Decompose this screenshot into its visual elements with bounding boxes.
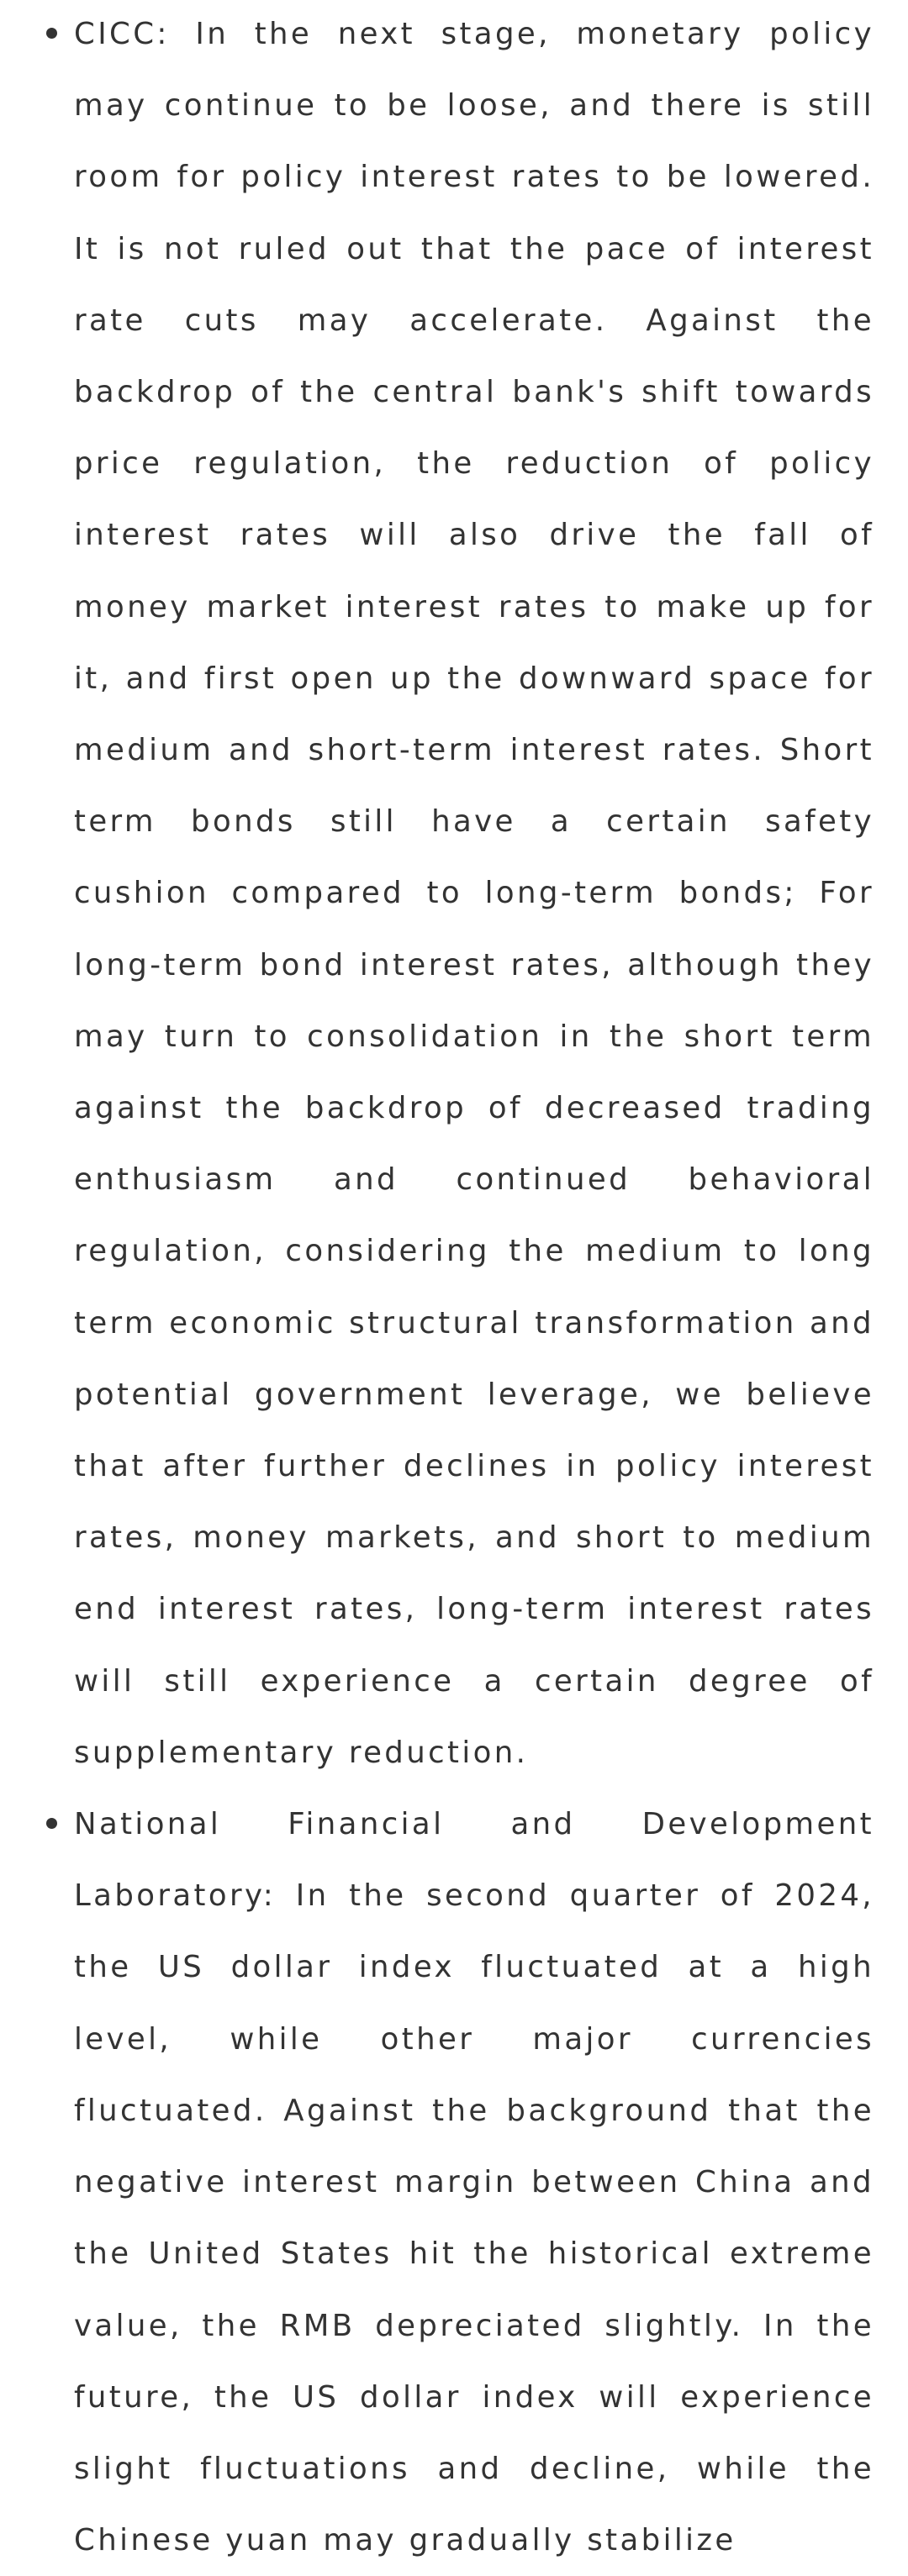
bullet-text-nfdl: National Financial and Development Laboratory: In the second quarter of 2024, the US dollar index fluctuated at a high level, while other major currencies fluctuated. Against the background that the negative interest margin between China and the United States hit the historical extreme value, the RMB depreciated slightly. In the future, the US dollar index will experience slight fluctuations and decline, while the Chinese yuan may gradually stabilize (74, 1807, 874, 2558)
bullet-dot-icon (46, 1818, 57, 1829)
bullet-dot-icon (46, 28, 57, 39)
list-item-nfdl (0, 1788, 874, 2576)
bullet-text-cicc: CICC: In the next stage, monetary policy may continue to be loose, and there is still room for policy interest rates to be lowered. It is not ruled out that the pace of interest rate cuts may accelerate. Against the backdrop of the central bank's shift towards price regulation, the reduction of policy interest rates will also drive the fall of money market interest rates to make up for it, and first open up the downward space for medium and short-term interest rates. Short term bonds still have a certain safety cushion compared to long-term bonds; For long-term bond interest rates, although they may turn to consolidation in the short term against the backdrop of decreased trading enthusiasm and continued behavioral regulation, considering the medium to long term economic structural transformation and potential government leverage, we believe that after further declines in policy interest rates, money markets, and short to medium end interest rates, long-term interest rates will still experience a certain degree of supplementary reduction. (74, 17, 874, 1770)
